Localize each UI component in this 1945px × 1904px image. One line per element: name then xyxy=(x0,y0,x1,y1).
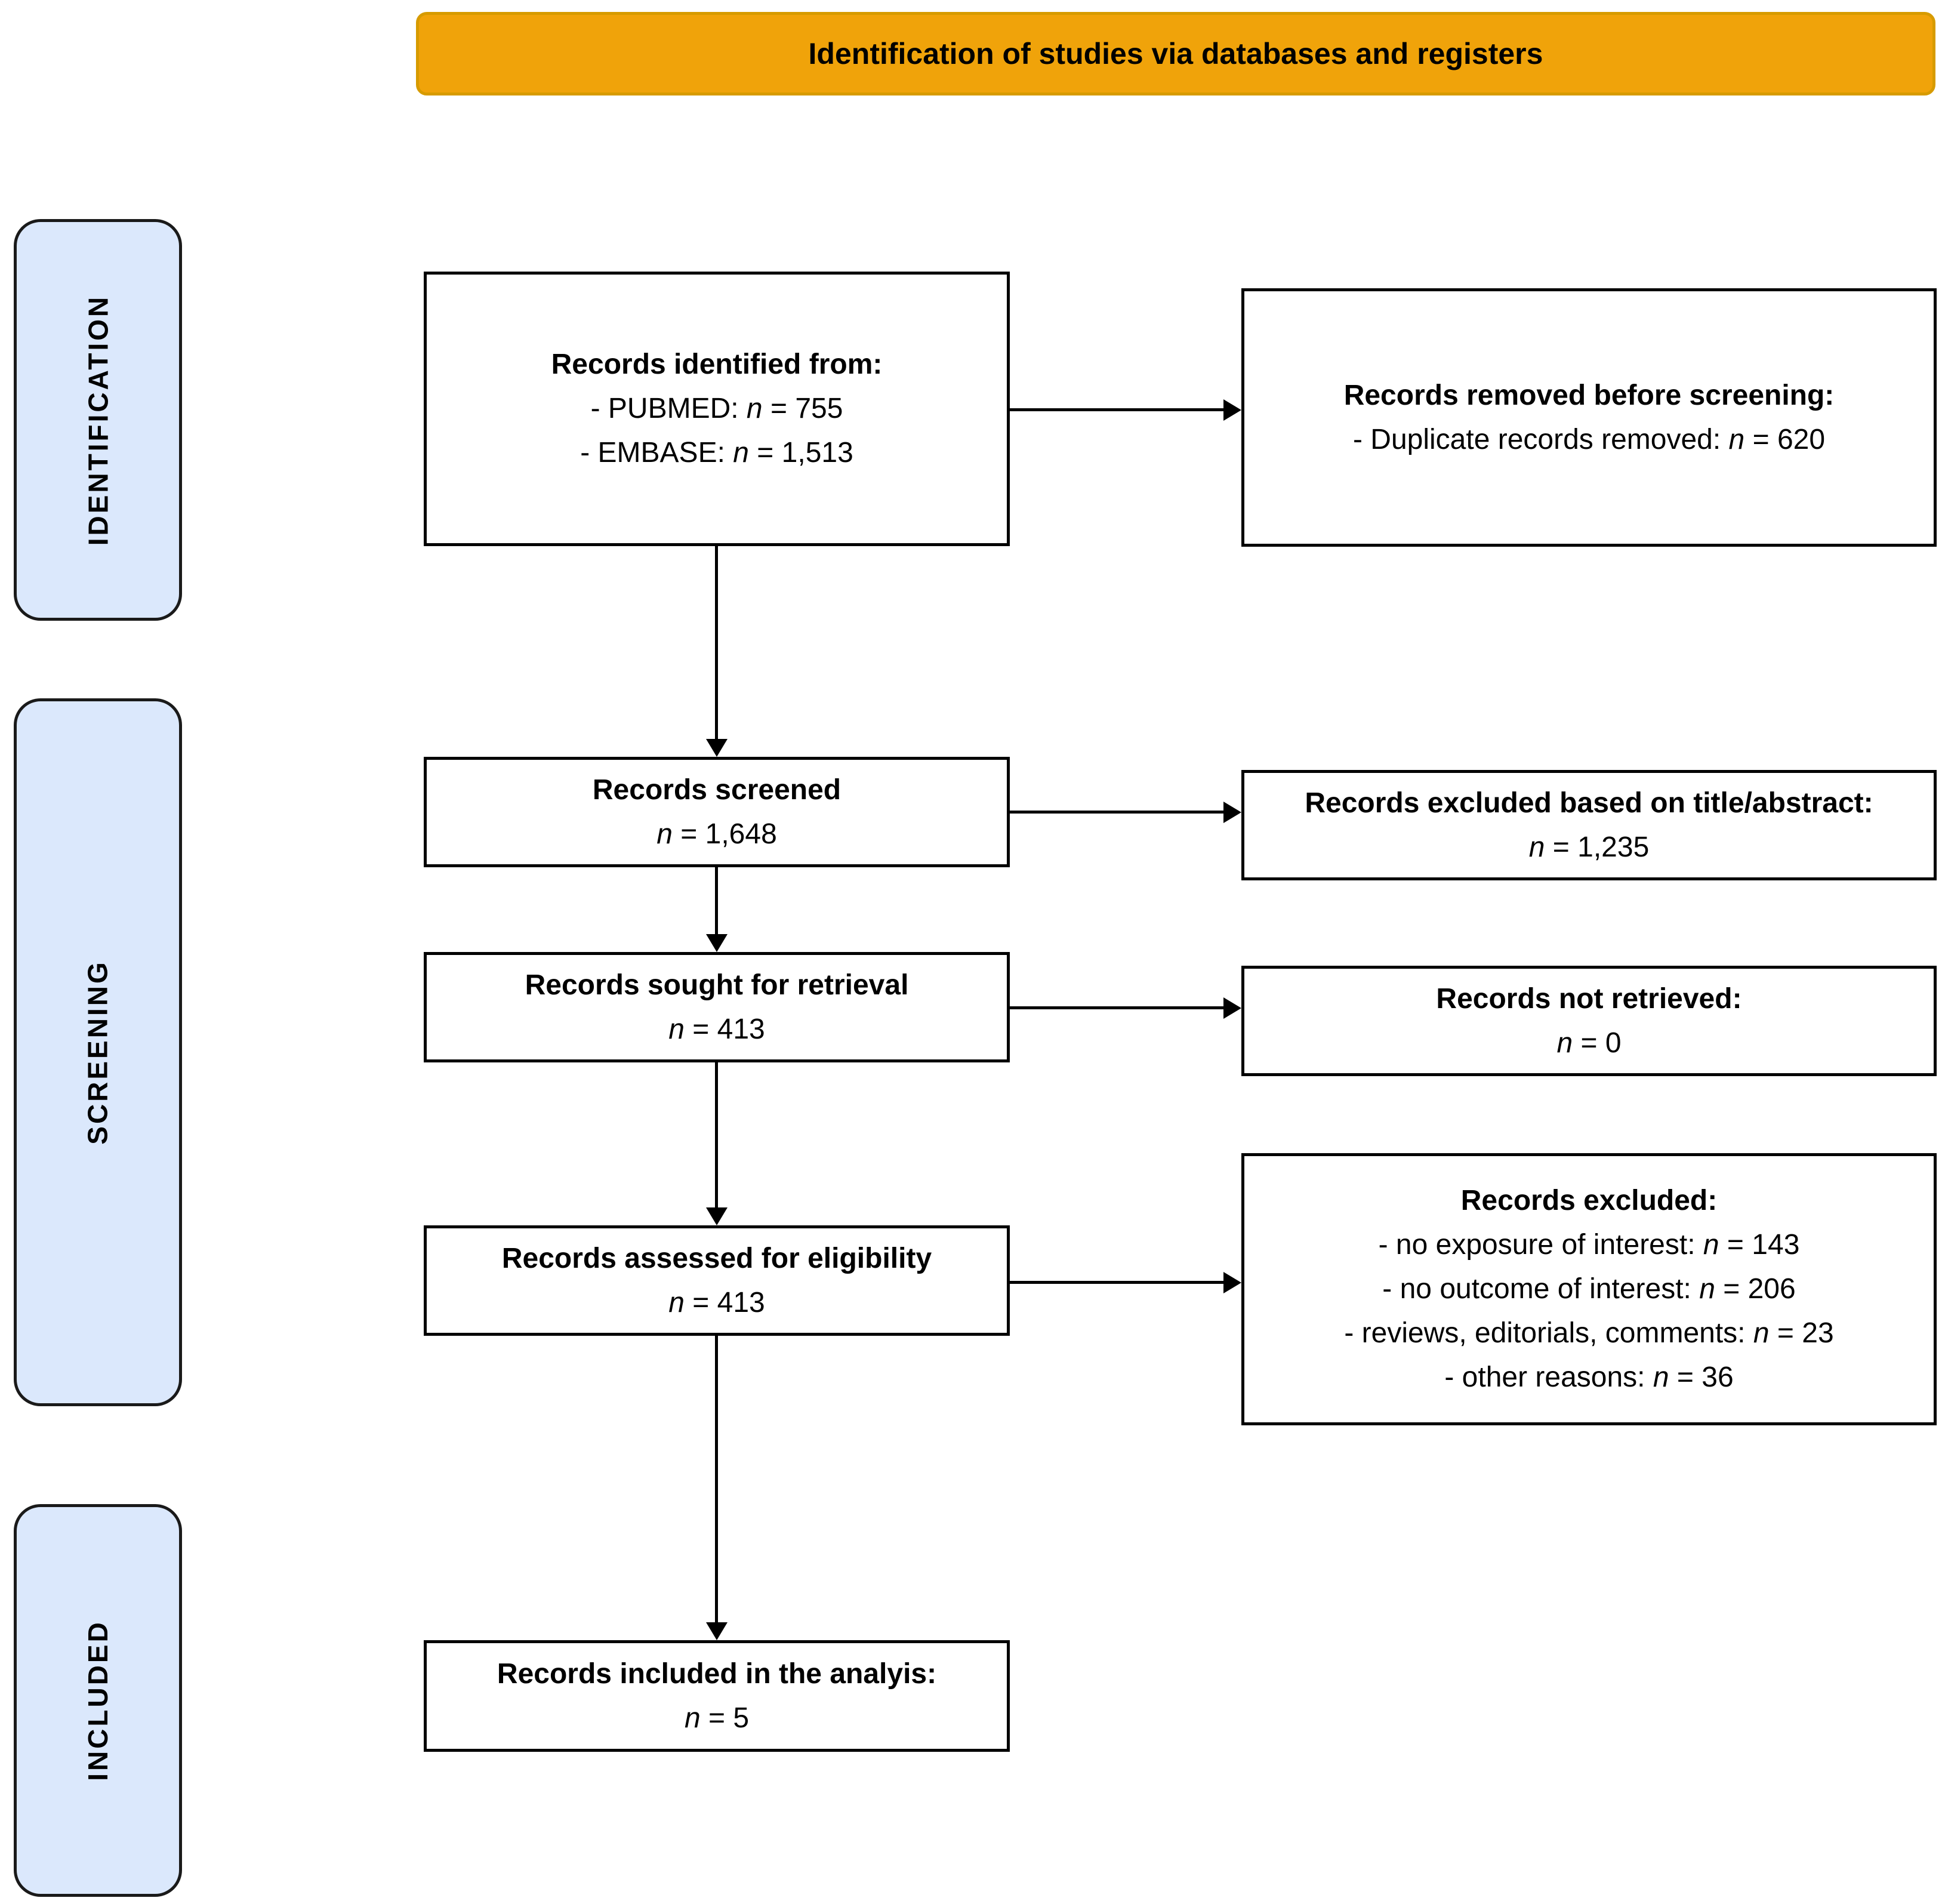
box-records-identified xyxy=(424,272,1010,546)
n-variable: n xyxy=(733,437,749,469)
n-variable: n xyxy=(1753,1317,1770,1349)
box-records-removed-before-screening xyxy=(1241,288,1937,547)
box-heading: Records not retrieved: xyxy=(1436,982,1742,1015)
stage-screening-label: SCREENING xyxy=(82,960,114,1145)
n-variable: n xyxy=(684,1702,701,1734)
n-variable: n xyxy=(668,1013,685,1045)
box-heading: Records assessed for eligibility xyxy=(501,1242,932,1274)
box-lines xyxy=(580,387,853,475)
box-heading: Records sought for retrieval xyxy=(525,969,909,1001)
n-variable: n xyxy=(1699,1273,1715,1305)
stage-included xyxy=(14,1504,182,1897)
box-records-assessed xyxy=(424,1225,1010,1336)
stage-screening xyxy=(14,698,182,1406)
box-records-excluded-title-abstract xyxy=(1241,770,1937,880)
box-line: - EMBASE: n = 1,513 xyxy=(580,437,853,469)
box-line: n = 0 xyxy=(1556,1027,1622,1059)
box-line: - Duplicate records removed: n = 620 xyxy=(1352,423,1826,455)
n-variable: n xyxy=(1528,831,1545,863)
box-heading: Records identified from: xyxy=(551,349,883,380)
box-heading: Records excluded: xyxy=(1460,1185,1718,1216)
banner-label: Identification of studies via databases and registers xyxy=(808,37,1543,70)
box-heading: Records removed before screening: xyxy=(1343,379,1835,411)
box-heading: Records included in the analyis: xyxy=(497,1657,937,1690)
box-lines xyxy=(668,1281,765,1325)
box-records-not-retrieved xyxy=(1241,966,1937,1076)
box-lines xyxy=(1344,1223,1833,1400)
n-variable: n xyxy=(656,818,673,850)
box-line: - reviews, editorials, comments: n = 23 xyxy=(1344,1317,1834,1349)
box-lines xyxy=(1556,1021,1621,1065)
box-lines xyxy=(668,1008,765,1052)
box-lines xyxy=(1529,825,1650,870)
stage-identification-label: IDENTIFICATION xyxy=(82,294,114,546)
box-heading: Records screened xyxy=(592,774,842,806)
stage-included-label: INCLUDED xyxy=(82,1620,113,1781)
box-line: - other reasons: n = 36 xyxy=(1444,1361,1734,1393)
box-records-excluded xyxy=(1241,1153,1937,1425)
box-line: n = 1,648 xyxy=(656,818,777,850)
box-line: n = 413 xyxy=(668,1013,765,1045)
box-line: n = 5 xyxy=(684,1702,750,1734)
n-variable: n xyxy=(1728,423,1745,455)
box-records-included xyxy=(424,1640,1010,1752)
n-variable: n xyxy=(1703,1229,1719,1261)
n-variable: n xyxy=(1556,1027,1573,1059)
box-records-sought xyxy=(424,952,1010,1062)
box-line: - no exposure of interest: n = 143 xyxy=(1378,1229,1800,1261)
box-heading: Records excluded based on title/abstract: xyxy=(1305,787,1873,819)
box-records-screened xyxy=(424,757,1010,867)
banner-identification-of-studies xyxy=(416,12,1935,95)
box-line: n = 1,235 xyxy=(1528,831,1650,863)
n-variable: n xyxy=(668,1286,685,1318)
n-variable: n xyxy=(746,393,763,424)
box-lines xyxy=(656,812,777,857)
stage-identification xyxy=(14,219,182,621)
box-lines xyxy=(1353,418,1825,462)
box-lines xyxy=(685,1696,749,1740)
box-line: n = 413 xyxy=(668,1286,765,1318)
n-variable: n xyxy=(1653,1361,1669,1393)
box-line: - PUBMED: n = 755 xyxy=(590,393,843,424)
box-line: - no outcome of interest: n = 206 xyxy=(1382,1273,1796,1305)
